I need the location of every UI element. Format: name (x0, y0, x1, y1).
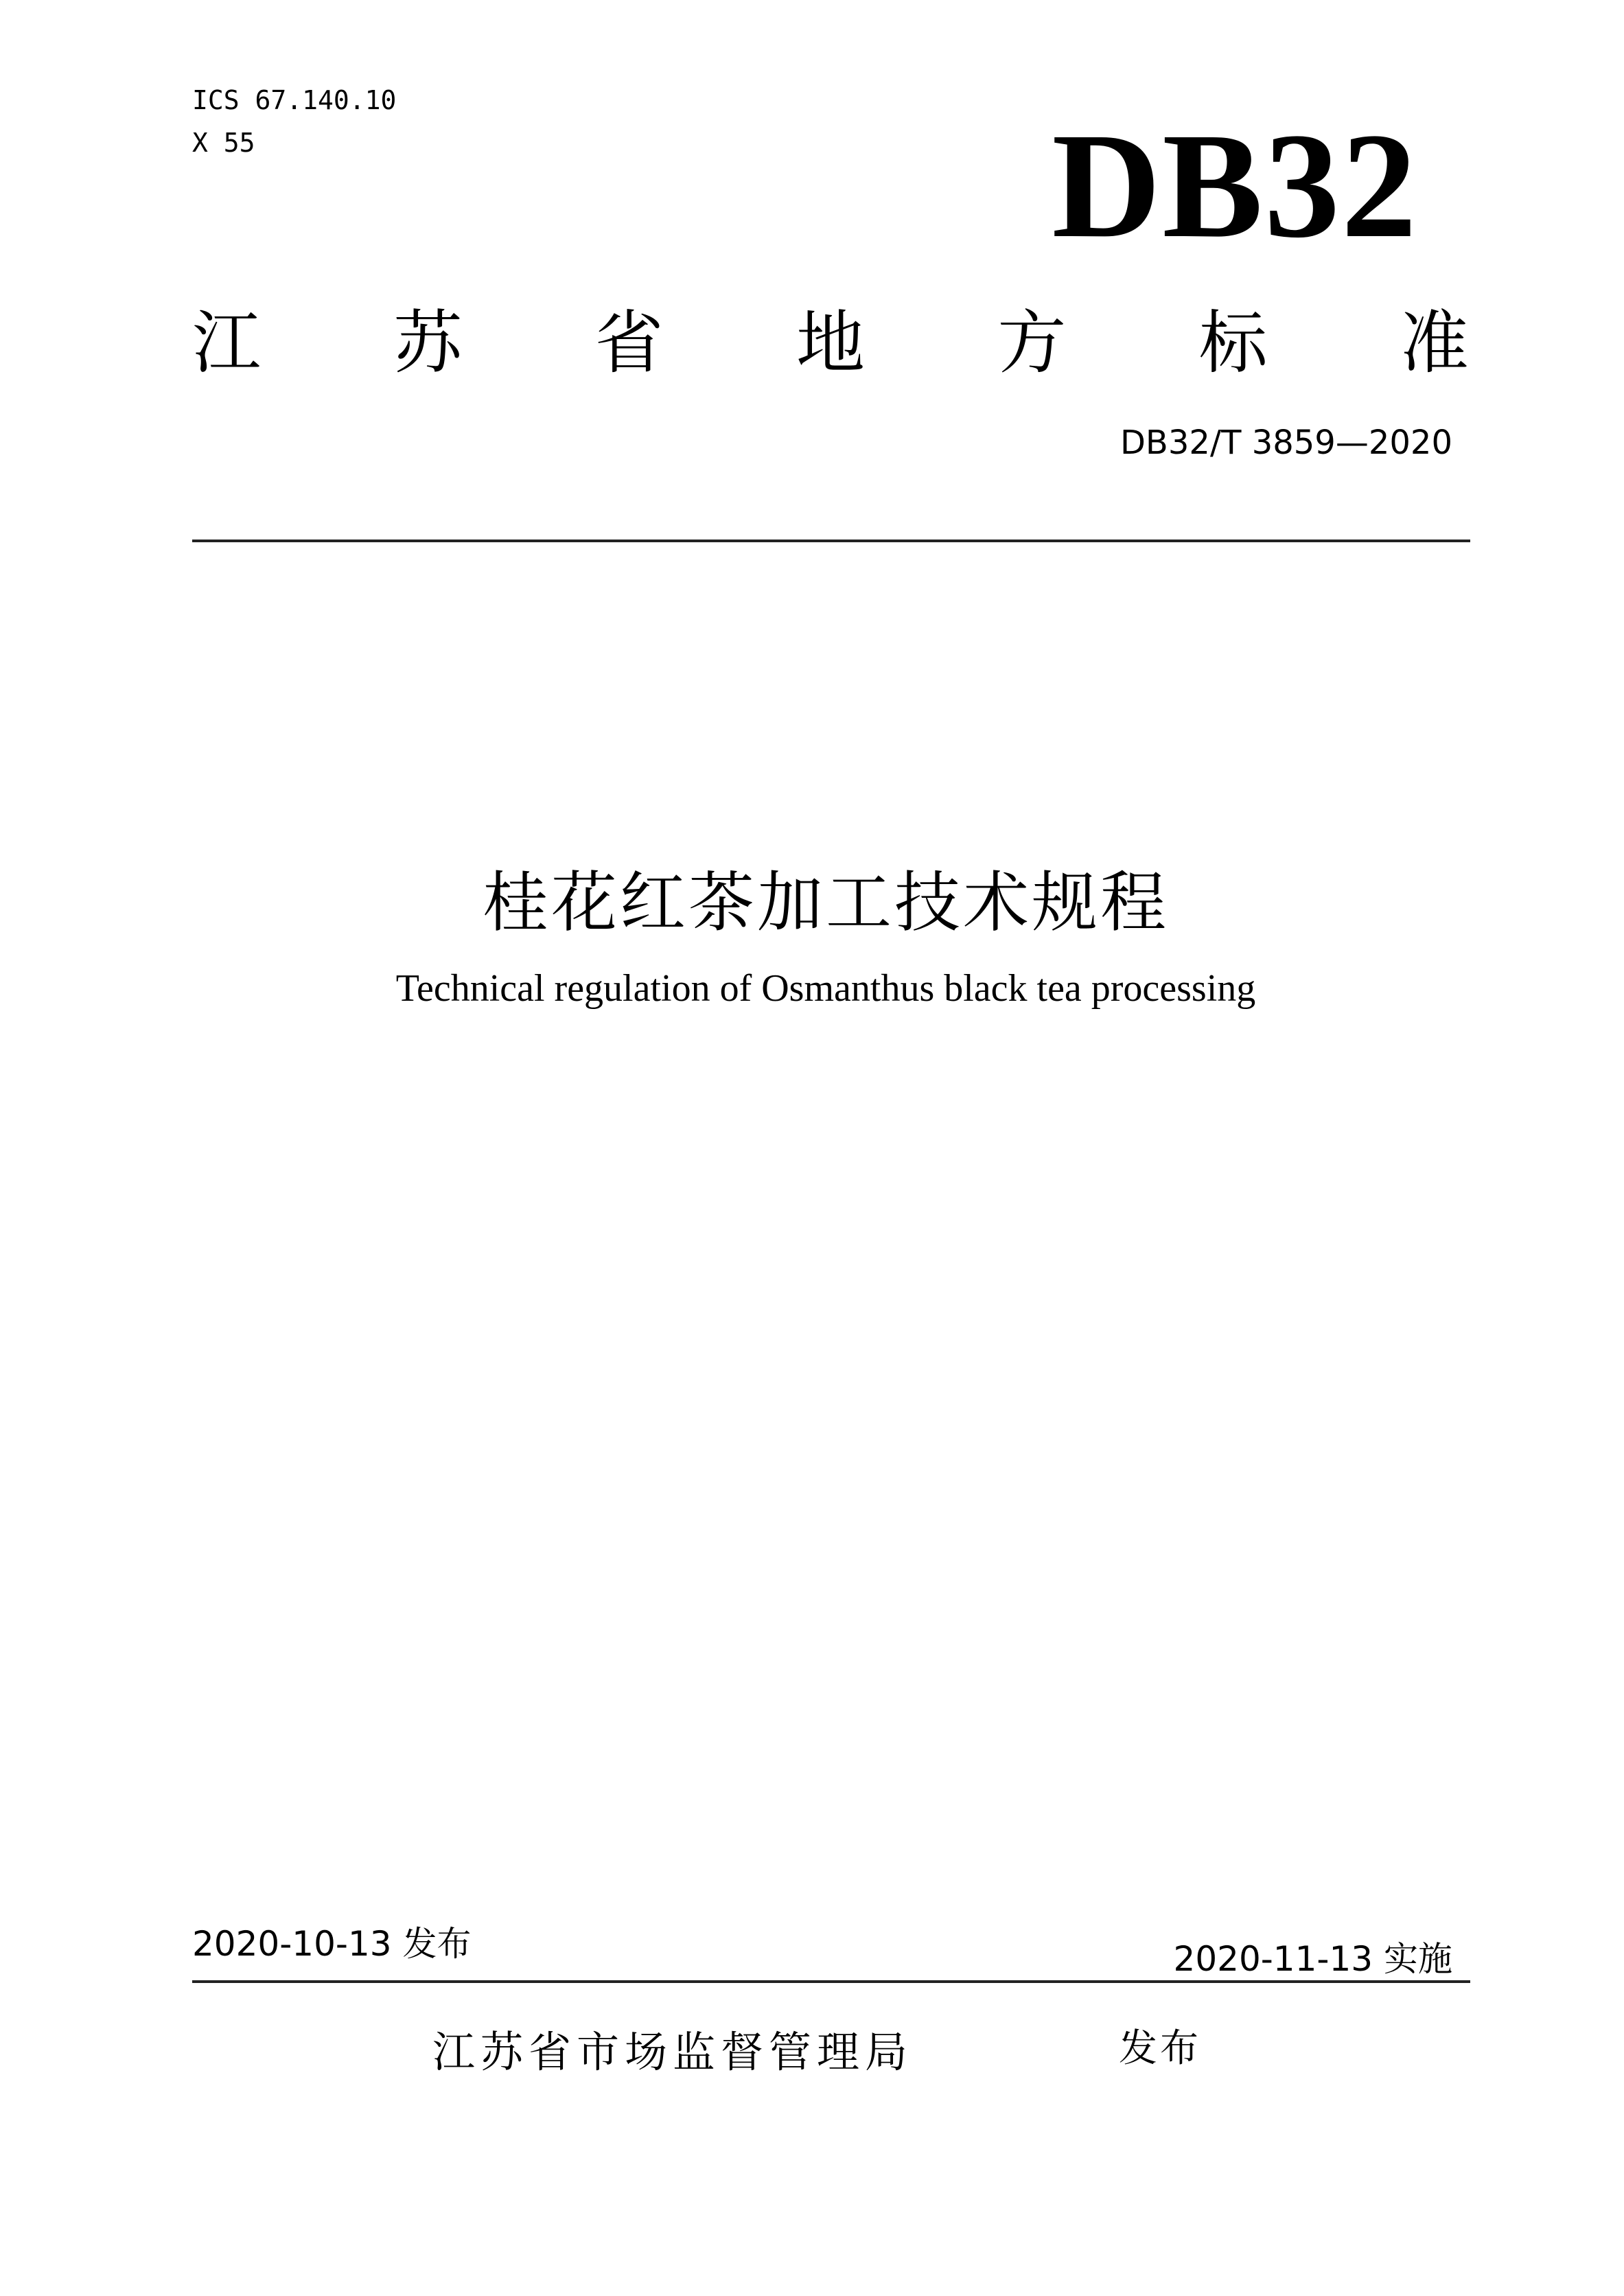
issuing-authority: 江苏省市场监督管理局 (432, 2027, 914, 2077)
standard-type-char: 地 (796, 303, 865, 383)
document-title-chinese: 桂花红茶加工技术规程 (483, 864, 1169, 941)
standard-type-char: 苏 (393, 303, 463, 383)
classification-code: X 55 (192, 128, 255, 158)
issuing-action: 发布 (1119, 2026, 1201, 2071)
standard-type-char: 准 (1400, 303, 1469, 383)
standard-type-char: 方 (997, 303, 1067, 383)
implementation-date: 2020-11-13 实施 (1173, 1939, 1452, 1979)
ics-code: ICS 67.140.10 (192, 85, 397, 115)
bottom-divider (192, 1980, 1470, 1983)
standard-type-char: 江 (192, 303, 261, 383)
standard-number: DB32/T 3859—2020 (1120, 424, 1452, 462)
issue-date: 2020-10-13 发布 (192, 1924, 472, 1964)
standard-type-char: 标 (1198, 303, 1268, 383)
standard-mark: DB32 (1052, 102, 1418, 269)
document-title-english: Technical regulation of Osmanthus black tea processing (395, 967, 1256, 1010)
standard-type-title (192, 302, 1469, 384)
top-divider (192, 540, 1470, 542)
standard-type-char: 省 (594, 303, 664, 383)
